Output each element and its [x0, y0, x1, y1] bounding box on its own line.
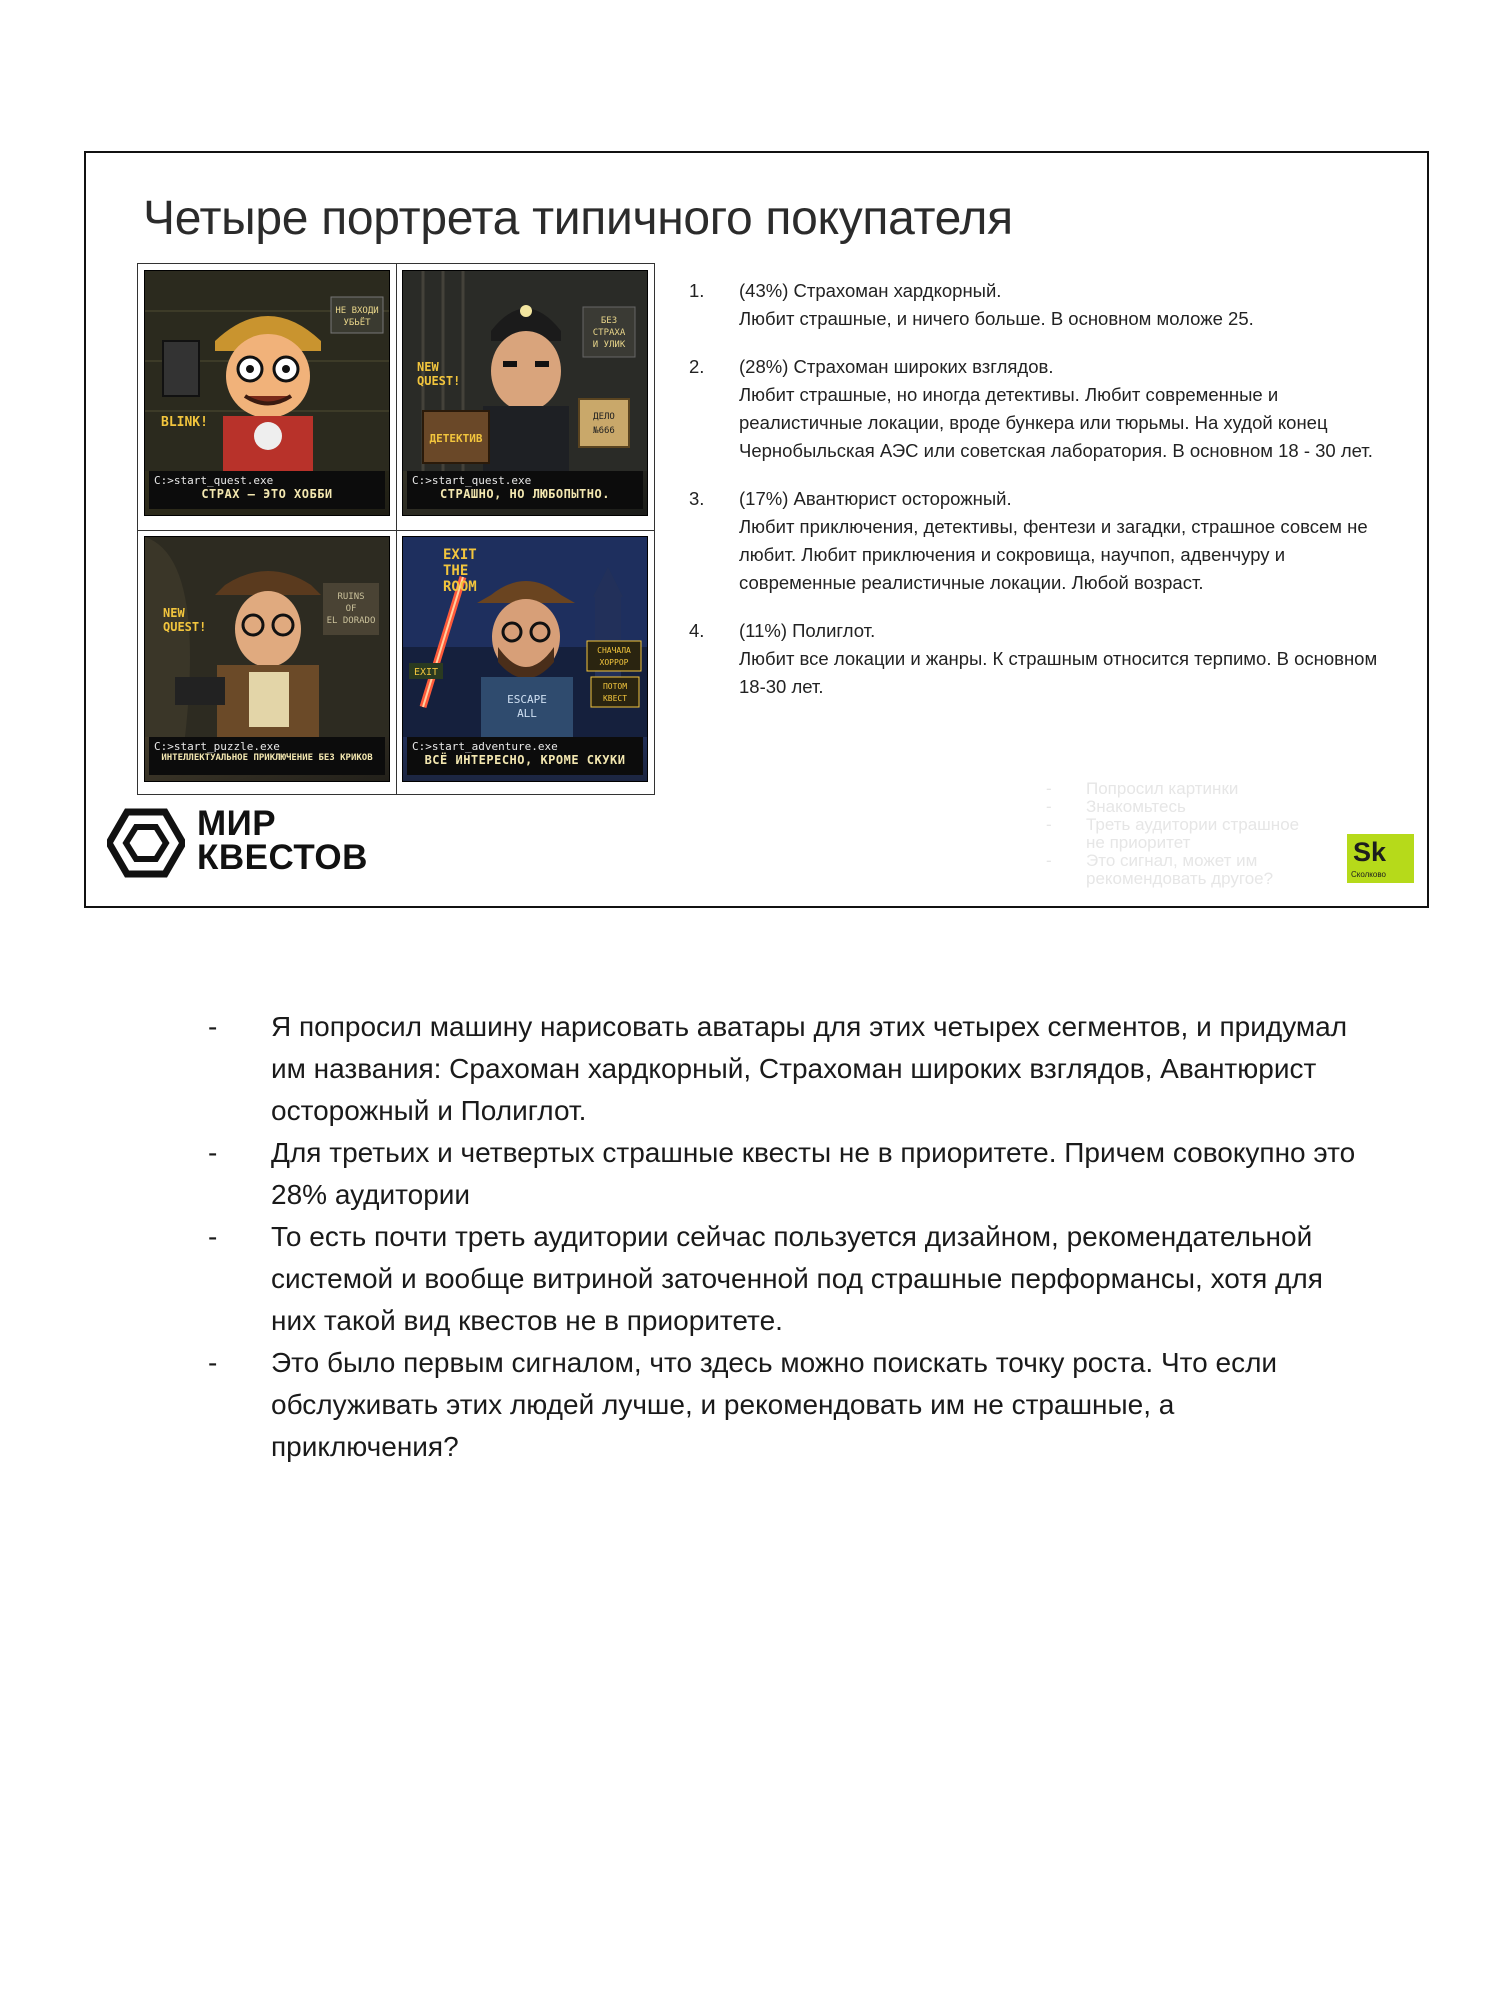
svg-text:№666: №666 [593, 426, 615, 436]
mir-kvestov-logo [107, 805, 427, 885]
slide-title: Четыре портрета типичного покупателя [143, 192, 1013, 245]
new-quest-badge: NEW [417, 360, 439, 374]
faded-note: - Знакомьтесь [1046, 797, 1186, 816]
tile-tagline: ИНТЕЛЛЕКТУАЛЬНОЕ ПРИКЛЮЧЕНИЕ БЕЗ КРИКОВ [161, 753, 373, 763]
note-text: Для третьих и четвертых страшные квесты не в приоритете. Причем совокупно это 28% аудитории [271, 1137, 1356, 1210]
portrait-polyglot [402, 536, 648, 782]
svg-text:ALL: ALL [517, 707, 537, 720]
polyglot-illustration [403, 537, 648, 737]
tile-caption [149, 471, 385, 509]
svg-text:ДЕЛО: ДЕЛО [593, 412, 615, 422]
segment-number: 3. [689, 488, 705, 509]
tile-tagline: СТРАШНО, НО ЛЮБОПЫТНО. [440, 487, 610, 501]
portrait-grid [137, 263, 655, 795]
svg-text:СТРАХА: СТРАХА [592, 328, 626, 338]
note-item: - То есть почти треть аудитории сейчас пользуется дизайном, рекомендательной системой и вообще витриной заточенной под страшные перформансы, хотя для них такой вид квестов не в приоритете. [208, 1221, 1323, 1336]
hardcore-fan-illustration [145, 271, 390, 471]
faded-speaker-notes [1046, 780, 1306, 888]
svg-text:EXIT: EXIT [413, 667, 439, 678]
hexagon-logo-icon [107, 808, 185, 878]
segment-title: (11%) Полиглот. [739, 620, 876, 641]
segment-description: Любит все локации и жанры. К страшным относится терпимо. В основном 18-30 лет. [739, 648, 1378, 697]
tile-command: C:>start_puzzle.exe [154, 740, 280, 753]
svg-text:EL DORADO: EL DORADO [326, 616, 376, 626]
note-item: - Для третьих и четвертых страшные квесты не в приоритете. Причем совокупно это 28% аудитории [208, 1137, 1356, 1210]
segment-number: 4. [689, 620, 705, 641]
segment-description: Любит приключения, детективы, фентези и загадки, страшное совсем не любит. Любит приключения и сокровища, научпоп, адвенчуру и современные реалистичные локации. Любой возраст. [739, 516, 1368, 593]
svg-text:ROOM: ROOM [443, 579, 477, 595]
portrait-broad [402, 270, 648, 516]
note-item: - Это было первым сигналом, что здесь можно поискать точку роста. Что если обслуживать этих людей лучше, и рекомендовать им не страшные, а приключения? [208, 1347, 1278, 1462]
segments-list [689, 277, 1389, 721]
tile-tagline: СТРАХ — ЭТО ХОББИ [201, 487, 333, 501]
logo-line-1: МИР [197, 804, 277, 843]
note-text: То есть почти треть аудитории сейчас пользуется дизайном, рекомендательной системой и вообще витриной заточенной под страшные перформансы, хотя для них такой вид квестов не в приоритете. [271, 1221, 1323, 1336]
segment-item [689, 617, 1389, 701]
segment-item [689, 353, 1389, 465]
portrait-adventurer [144, 536, 390, 782]
svg-text:ПОТОМ: ПОТОМ [602, 682, 628, 691]
svg-text:КВЕСТ: КВЕСТ [602, 694, 628, 703]
note-text: Я попросил машину нарисовать аватары для этих четырех сегментов, и придумал им названия: Срахоман хардкорный, Страхоман широких взглядов, Авантюрист осторожный и Полиглот. [271, 1011, 1348, 1126]
svg-text:RUINS: RUINS [337, 592, 365, 602]
svg-text:EXIT: EXIT [443, 547, 477, 563]
adventurer-illustration [145, 537, 390, 737]
notes-list [208, 1006, 1368, 1468]
svg-text:УБЬЁТ: УБЬЁТ [343, 318, 371, 328]
svg-text:БЕЗ: БЕЗ [600, 316, 618, 326]
svg-text:OF: OF [345, 604, 357, 614]
slide [84, 151, 1429, 908]
segment-title: (43%) Страхоман хардкорный. [739, 280, 1002, 301]
faded-note: - Треть аудитории страшное не приоритет [1046, 815, 1300, 852]
svg-text:QUEST!: QUEST! [163, 620, 207, 634]
blink-badge: BLINK! [161, 415, 208, 430]
svg-text:QUEST!: QUEST! [417, 374, 461, 388]
faded-note: - Это сигнал, может им рекомендовать другое? [1046, 851, 1274, 888]
tile-tagline: ВСЁ ИНТЕРЕСНО, КРОМЕ СКУКИ [424, 753, 626, 767]
segment-title: (28%) Страхоман широких взглядов. [739, 356, 1054, 377]
segment-number: 2. [689, 356, 705, 377]
tile-command: C:>start_quest.exe [154, 474, 274, 487]
segment-item [689, 277, 1389, 333]
svg-text:NEW: NEW [163, 606, 185, 620]
logo-line-2: КВЕСТОВ [197, 838, 368, 877]
segment-item [689, 485, 1389, 597]
svg-text:THE: THE [443, 563, 469, 579]
logo-wordmark [197, 804, 368, 877]
portrait-hardcore [144, 270, 390, 516]
skolkovo-mark: Sk [1353, 837, 1387, 867]
tile-caption [149, 737, 385, 775]
segment-title: (17%) Авантюрист осторожный. [739, 488, 1012, 509]
skolkovo-logo [1347, 834, 1414, 883]
sign-text: НЕ ВХОДИ [335, 306, 379, 316]
svg-text:И УЛИК: И УЛИК [592, 340, 626, 350]
svg-text:ХОРРОР: ХОРРОР [599, 658, 629, 667]
case-label: ДЕТЕКТИВ [429, 432, 483, 445]
tile-caption [407, 471, 643, 509]
note-item: - Я попросил машину нарисовать аватары для этих четырех сегментов, и придумал им названия: Срахоман хардкорный, Страхоман широких взглядов, Авантюрист осторожный и Полиглот. [208, 1011, 1348, 1126]
segment-description: Любит страшные, но иногда детективы. Любит современные и реалистичные локации, вроде бункера или тюрьмы. На худой конец Чернобыльская АЭС или советская лаборатория. В основном 18 - 30 лет. [739, 384, 1373, 461]
tile-command: C:>start_adventure.exe [412, 740, 558, 753]
skolkovo-caption: Сколково [1351, 870, 1386, 879]
svg-text:СНАЧАЛА: СНАЧАЛА [597, 646, 631, 655]
note-text: Это было первым сигналом, что здесь можно поискать точку роста. Что если обслуживать этих людей лучше, и рекомендовать им не страшные, а приключения? [271, 1347, 1278, 1462]
segment-description: Любит страшные, и ничего больше. В основном моложе 25. [739, 308, 1254, 329]
detective-illustration [403, 271, 648, 471]
faded-note: - Попросил картинки [1046, 779, 1239, 798]
svg-text:ESCAPE: ESCAPE [507, 693, 547, 706]
tile-command: C:>start_quest.exe [412, 474, 532, 487]
segment-number: 1. [689, 280, 705, 301]
tile-caption [407, 737, 643, 775]
